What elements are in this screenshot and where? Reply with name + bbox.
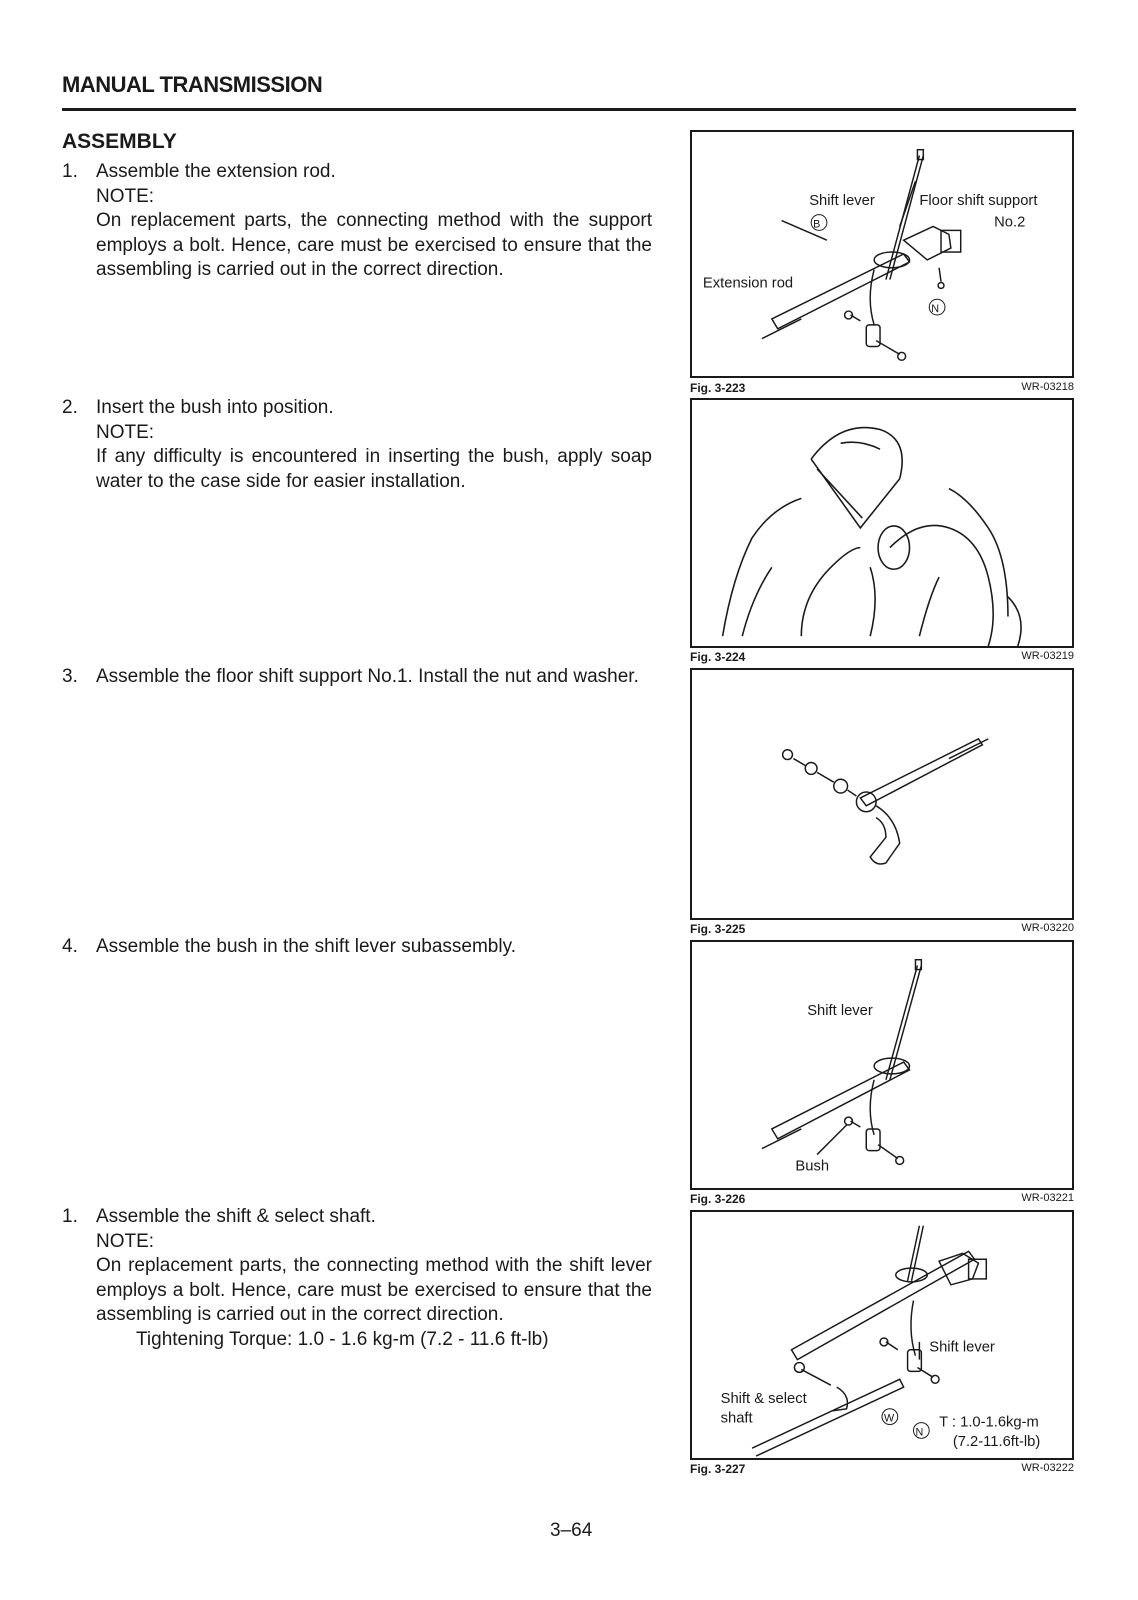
figure-number: Fig. 3-227 (690, 1462, 746, 1476)
figure-3-226-caption (690, 1192, 1074, 1206)
step-5 (62, 1205, 652, 1352)
figure-3-223-caption (690, 381, 1074, 395)
bush-insertion-illustration (692, 400, 1072, 646)
no2-label: No.2 (994, 214, 1026, 231)
figure-code: WR-03220 (1021, 922, 1074, 934)
shift-lever-label: Shift lever (809, 192, 875, 209)
step-4 (62, 935, 652, 960)
step-3 (62, 665, 652, 690)
page-number: 3–64 (550, 1520, 593, 1541)
note-label: NOTE: (96, 421, 155, 443)
b-marker: B (813, 218, 821, 231)
figure-code: WR-03218 (1021, 381, 1074, 393)
step-number: 1. (62, 1206, 78, 1227)
step-text: Assemble the bush in the shift lever subassembly. (96, 936, 516, 957)
tightening-torque: Tightening Torque: 1.0 - 1.6 kg-m (7.2 - 11.6 ft-lb) (136, 1328, 549, 1350)
extension-rod-label: Extension rod (702, 275, 794, 292)
figure-3-227-caption (690, 1462, 1074, 1476)
step-text: Assemble the floor shift support No.1. Install the nut and washer. (96, 666, 639, 687)
step-2 (62, 396, 652, 494)
note-label: NOTE: (96, 1230, 155, 1252)
step-number: 4. (62, 936, 78, 957)
step-number: 3. (62, 666, 78, 687)
figure-3-223 (690, 130, 1074, 378)
floor-shift-support-label: Floor shift support (919, 192, 1038, 209)
shift-lever-bush-illustration (692, 942, 1072, 1188)
manual-section-title: MANUAL TRANSMISSION (62, 72, 323, 97)
figure-number: Fig. 3-224 (690, 650, 746, 664)
shift-lever-label: Shift lever (929, 1339, 995, 1356)
step-text: Assemble the extension rod. (96, 161, 336, 182)
figure-3-224 (690, 398, 1074, 648)
note-label: NOTE: (96, 185, 155, 207)
header-rule (62, 108, 1076, 111)
figure-number: Fig. 3-226 (690, 1192, 746, 1206)
note-text: On replacement parts, the connecting method with the support employs a bolt. Hence, care must be exercised to ensure that the assembling is carried out in the correct direction. (96, 210, 652, 280)
step-1 (62, 160, 652, 283)
bush-label: Bush (795, 1158, 830, 1175)
figure-3-226 (690, 940, 1074, 1190)
figure-number: Fig. 3-223 (690, 381, 746, 395)
n-marker: N (931, 303, 940, 316)
figure-3-225-caption (690, 922, 1074, 936)
shift-lever-label: Shift lever (807, 1002, 873, 1019)
torque-value: T : 1.0-1.6kg-m (939, 1414, 1039, 1431)
step-number: 1. (62, 161, 78, 182)
shift-select-shaft-illustration (692, 1212, 1072, 1458)
step-text: Assemble the shift & select shaft. (96, 1206, 376, 1227)
extension-rod-illustration (692, 132, 1072, 376)
figure-3-225 (690, 668, 1074, 920)
figure-code: WR-03219 (1021, 650, 1074, 662)
figure-code: WR-03222 (1021, 1462, 1074, 1474)
figure-number: Fig. 3-225 (690, 922, 746, 936)
shift-select-label: Shift & select (720, 1390, 807, 1407)
note-text: If any difficulty is encountered in inserting the bush, apply soap water to the case side for easier installation. (96, 446, 652, 492)
w-marker: W (883, 1412, 895, 1425)
shaft-label: shaft (720, 1410, 753, 1427)
assembly-heading: ASSEMBLY (62, 130, 177, 153)
n-marker: N (915, 1426, 924, 1439)
step-text: Insert the bush into position. (96, 397, 334, 418)
figure-3-224-caption (690, 650, 1074, 664)
torque-value-ftlb: (7.2-11.6ft-lb) (952, 1434, 1041, 1451)
step-number: 2. (62, 397, 78, 418)
figure-3-227 (690, 1210, 1074, 1460)
figure-code: WR-03221 (1021, 1192, 1074, 1204)
floor-shift-support-illustration (692, 670, 1072, 918)
note-text: On replacement parts, the connecting method with the shift lever employs a bolt. Hence, care must be exercised to ensure that the assembling is carried out in the correct direction. (96, 1255, 652, 1325)
